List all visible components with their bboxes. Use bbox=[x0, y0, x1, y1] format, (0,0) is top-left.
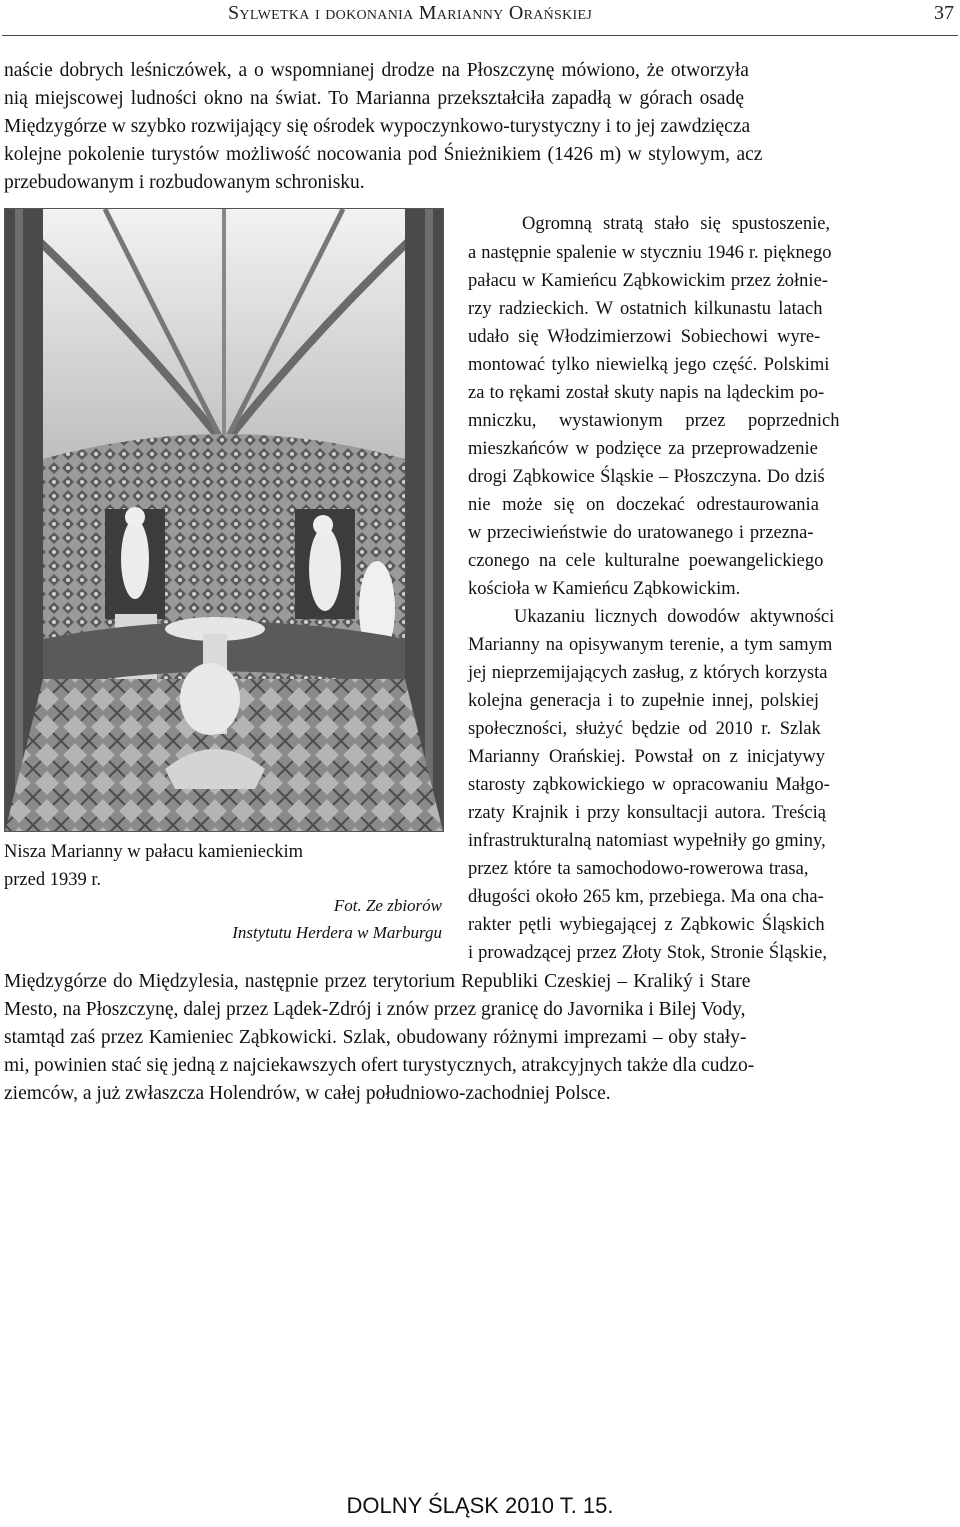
text-line: czonego na cele kulturalne poewangelickiego bbox=[468, 551, 824, 571]
page-number: 37 bbox=[934, 2, 954, 24]
text-line: kolejne pokolenie turystów możliwość nocowania pod Śnieżnikiem (1426 m) w stylowym, acz bbox=[4, 144, 763, 165]
text-line: drogi Ząbkowice Śląskie – Płoszczyna. Do dziś bbox=[468, 467, 825, 487]
text-line: a następnie spalenie w styczniu 1946 r. pięknego bbox=[468, 243, 832, 263]
text-line: społeczności, służyć będzie od 2010 r. Szlak bbox=[468, 719, 821, 739]
text-line: kolejna generacja i to zupełnie innej, polskiej bbox=[468, 691, 820, 711]
text-line: rakter pętli wybiegającej z Ząbkowic Śląskich bbox=[468, 915, 825, 935]
figure-caption-line: przed 1939 r. bbox=[4, 870, 102, 890]
text-line: nie może się on doczekać odrestaurowania bbox=[468, 495, 819, 515]
text-line: starosty ząbkowickiego w opracowaniu Małgo- bbox=[468, 775, 830, 795]
text-line: ziemców, a już zwłaszcza Holendrów, w całej południowo-zachodniej Polsce. bbox=[4, 1083, 611, 1104]
text-line: kościoła w Kamieńcu Ząbkowickim. bbox=[468, 579, 741, 599]
text-line: mieszkańców w podzięce za przeprowadzenie bbox=[468, 439, 818, 459]
text-line: mi, powinien stać się jedną z najciekawszych ofert turystycznych, atrakcyjnych także dla cudzo- bbox=[4, 1055, 755, 1076]
publication-footer: DOLNY ŚLĄSK 2010 T. 15. bbox=[346, 1493, 614, 1518]
text-line: Ukazaniu licznych dowodów aktywności bbox=[514, 607, 835, 627]
text-line: długości około 265 km, przebiega. Ma ona cha- bbox=[468, 887, 824, 907]
photo-credit-line: Fot. Ze zbiorów bbox=[333, 896, 442, 915]
text-line: mniczku, wystawionym przez poprzednich bbox=[468, 411, 840, 431]
text-line: infrastrukturalną natomiast wypełniły go gminy, bbox=[468, 831, 826, 851]
text-line: Międzygórze w szybko rozwijający się ośrodek wypoczynkowo-turystyczny i to jej zawdzięcza bbox=[4, 116, 751, 137]
text-line: za to rękami został skuty napis na lądeckim po- bbox=[468, 383, 825, 403]
text-line: Ogromną stratą stało się spustoszenie, bbox=[522, 214, 831, 234]
text-line: naście dobrych leśniczówek, a o wspomnianej drodze na Płoszczynę mówiono, że otworzyła bbox=[4, 60, 749, 81]
text-line: rzy radzieckich. W ostatnich kilkunastu latach bbox=[468, 299, 823, 319]
running-title: Sylwetka i dokonania Marianny Orańskiej bbox=[228, 2, 593, 24]
text-line: Międzygórze do Międzylesia, następnie przez terytorium Republiki Czeskiej – Kraliký i Stare bbox=[4, 971, 751, 992]
text-line: rzaty Krajnik i przy konsultacji autora. Treścią bbox=[468, 803, 826, 823]
text-line: Marianny na opisywanym terenie, a tym samym bbox=[468, 635, 833, 655]
figure-caption-line: Nisza Marianny w pałacu kamienieckim bbox=[4, 842, 303, 862]
text-line: jej nieprzemijających zasług, z których korzysta bbox=[468, 663, 828, 683]
text-line: nią miejscowej ludności okno na świat. To Marianna przekształciła zapadłą w górach osadę bbox=[4, 88, 744, 109]
text-line: pałacu w Kamieńcu Ząbkowickim przez żołnie- bbox=[468, 271, 828, 291]
text-line: i prowadzącej przez Złoty Stok, Stronie Śląskie, bbox=[468, 943, 827, 963]
text-line: przez które ta samochodowo-rowerowa trasa, bbox=[468, 859, 809, 879]
text-line: udało się Włodzimierzowi Sobiechowi wyre- bbox=[468, 327, 821, 347]
header-rule bbox=[2, 35, 958, 36]
text-line: Mesto, na Płoszczynę, dalej przez Lądek-Zdrój i znów przez granicę do Javornika i Bilej Vody, bbox=[4, 999, 746, 1020]
text-line: przebudowanym i rozbudowanym schronisku. bbox=[4, 172, 365, 193]
figure-photo bbox=[4, 208, 444, 832]
text-line: w przeciwieństwie do uratowanego i przezna- bbox=[468, 523, 814, 543]
text-line: stamtąd zaś przez Kamieniec Ząbkowicki. Szlak, obudowany różnymi imprezami – oby stały- bbox=[4, 1027, 747, 1048]
photo-credit-line: Instytutu Herdera w Marburgu bbox=[232, 923, 442, 942]
running-header bbox=[0, 2, 960, 32]
text-line: Marianny Orańskiej. Powstał on z inicjatywy bbox=[468, 747, 825, 767]
niche-photo-illustration bbox=[5, 209, 443, 831]
text-line: montować tylko niewielką jego część. Polskimi bbox=[468, 355, 830, 375]
